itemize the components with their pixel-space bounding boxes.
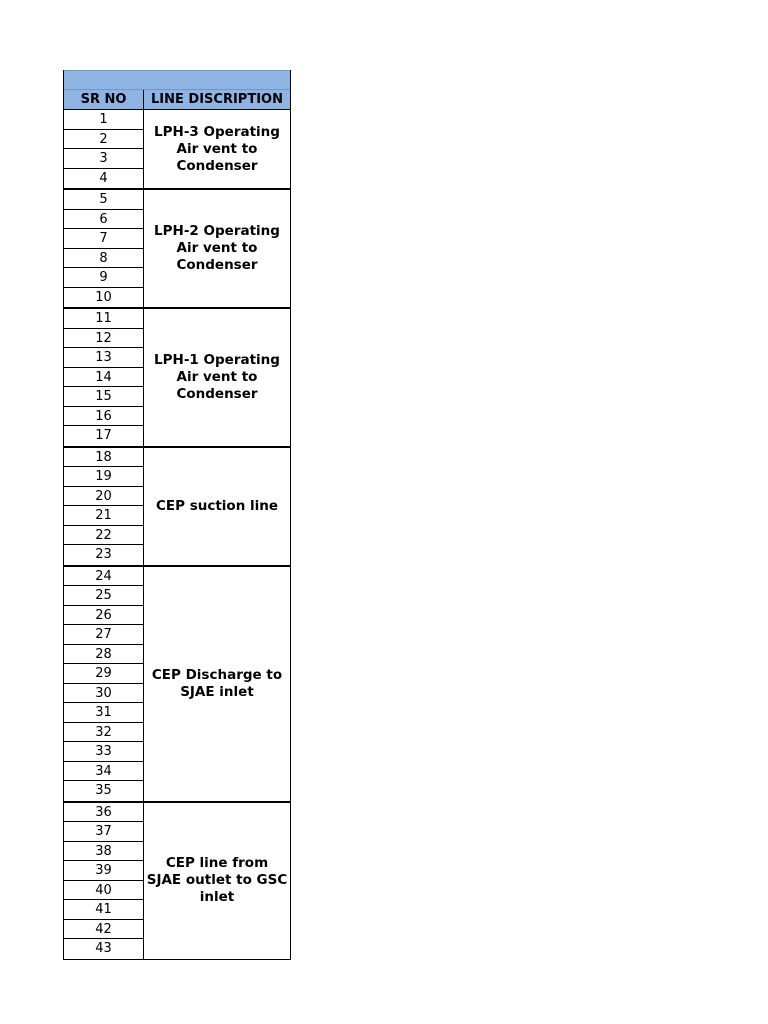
- table-body: [64, 110, 290, 959]
- line-description-cell: CEP line from SJAE outlet to GSC inlet: [146, 855, 288, 905]
- sr-no-cell: 14: [64, 368, 143, 388]
- sr-no-cell: 18: [64, 448, 143, 468]
- sr-no-cell: 7: [64, 229, 143, 249]
- line-group: [64, 803, 290, 959]
- sr-no-cell: 16: [64, 407, 143, 427]
- sr-no-cell: 8: [64, 249, 143, 269]
- sr-no-column: [64, 803, 144, 959]
- sr-no-cell: 35: [95, 783, 112, 798]
- sr-no-cell: 21: [64, 506, 143, 526]
- header-line-description: LINE DISCRIPTION: [151, 92, 283, 107]
- line-group: [64, 448, 290, 567]
- line-description-cell: CEP Discharge to SJAE inlet: [151, 666, 283, 700]
- sr-no-column: [64, 309, 144, 446]
- line-group: [64, 110, 290, 190]
- sr-no-cell: 42: [64, 920, 143, 940]
- sr-no-column: [64, 110, 144, 188]
- line-description-cell: CEP suction line: [155, 497, 279, 514]
- sr-no-cell: 25: [64, 586, 143, 606]
- sr-no-cell: 3: [64, 149, 143, 169]
- line-group: [64, 309, 290, 448]
- table-header-row: [64, 90, 290, 110]
- line-description-table: [63, 70, 291, 960]
- sr-no-cell: 17: [95, 428, 112, 443]
- sr-no-cell: 29: [64, 664, 143, 684]
- sr-no-cell: 1: [64, 110, 143, 130]
- sr-no-cell: 28: [64, 645, 143, 665]
- title-bar: [64, 70, 290, 90]
- line-description-cell: LPH-3 Operating Air vent to Condenser: [154, 123, 280, 174]
- sr-no-column: [64, 190, 144, 307]
- sr-no-cell: 37: [64, 822, 143, 842]
- sr-no-cell: 15: [64, 387, 143, 407]
- sr-no-cell: 10: [95, 289, 112, 305]
- line-group: [64, 567, 290, 803]
- sr-no-cell: 13: [64, 348, 143, 368]
- sr-no-cell: 43: [95, 941, 112, 956]
- sr-no-column: [64, 448, 144, 565]
- line-group: [64, 190, 290, 309]
- sr-no-column: [64, 567, 144, 801]
- line-description-cell: LPH-1 Operating Air vent to Condenser: [154, 351, 280, 402]
- sr-no-cell: 34: [64, 762, 143, 782]
- sr-no-cell: 9: [64, 268, 143, 288]
- header-sr-no: SR NO: [64, 90, 144, 109]
- sr-no-cell: 5: [64, 190, 143, 210]
- sr-no-cell: 39: [64, 861, 143, 881]
- sr-no-cell: 27: [64, 625, 143, 645]
- sr-no-cell: 36: [64, 803, 143, 823]
- sr-no-cell: 19: [64, 467, 143, 487]
- sr-no-cell: 24: [64, 567, 143, 587]
- sr-no-cell: 20: [64, 487, 143, 507]
- sr-no-cell: 2: [64, 130, 143, 150]
- sr-no-cell: 30: [64, 684, 143, 704]
- sr-no-cell: 41: [64, 900, 143, 920]
- sr-no-cell: 38: [64, 842, 143, 862]
- sr-no-cell: 23: [95, 547, 112, 562]
- sr-no-cell: 12: [64, 329, 143, 349]
- sr-no-cell: 22: [64, 526, 143, 546]
- sr-no-cell: 11: [64, 309, 143, 329]
- sr-no-cell: 26: [64, 606, 143, 626]
- sr-no-cell: 33: [64, 742, 143, 762]
- line-description-cell: LPH-2 Operating Air vent to Condenser: [154, 223, 280, 273]
- sr-no-cell: 6: [64, 210, 143, 230]
- sr-no-cell: 32: [64, 723, 143, 743]
- sr-no-cell: 40: [64, 881, 143, 901]
- sr-no-cell: 31: [64, 703, 143, 723]
- sr-no-cell: 4: [99, 170, 108, 186]
